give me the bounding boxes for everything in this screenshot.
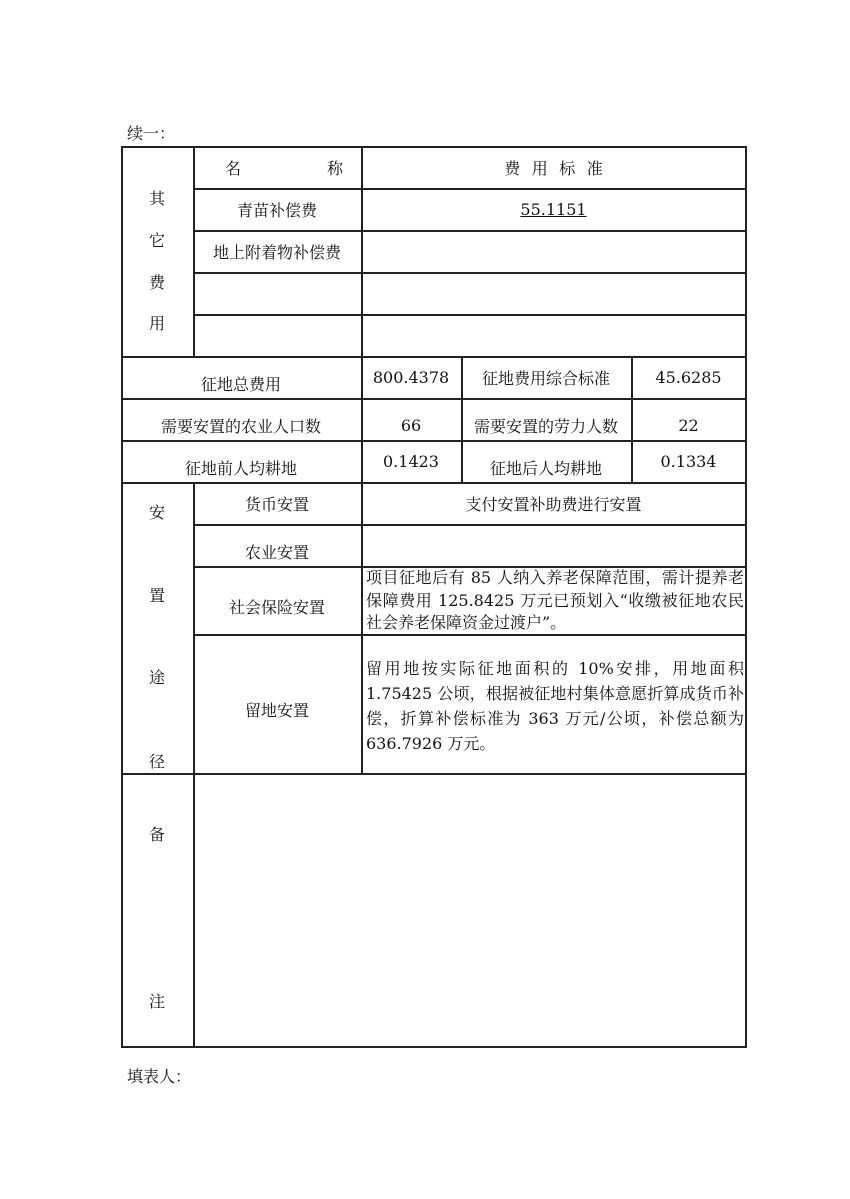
resettlement-content-cell: 项目征地后有 85 人纳入养老保障范围，需计提养老保障费用 125.8425 万元已预划入“收缴被征地农民社会养老保障资金过渡户”。 — [366, 568, 744, 632]
summary-value: 800.4378 — [372, 367, 450, 387]
column-header-name — [193, 146, 361, 188]
column-header-standard — [361, 146, 746, 188]
table-border-bottom — [121, 1046, 747, 1048]
summary-label: 需要安置的农业人口数 — [160, 416, 321, 436]
column-header-name-left: 名 — [225, 158, 242, 178]
section-label-char: 径 — [148, 752, 165, 771]
resettlement-content-cell — [361, 524, 746, 566]
column-header-name-right: 称 — [326, 158, 343, 178]
fee-name-cell — [193, 272, 361, 314]
section-label-char: 费 — [148, 273, 165, 292]
column-header-standard-text: 费 用 标 准 — [504, 158, 603, 178]
summary-label: 征地前人均耕地 — [184, 458, 297, 478]
summary-label: 征地总费用 — [200, 374, 281, 394]
resettlement-name-cell: 农业安置 — [244, 542, 309, 562]
section-label-char: 注 — [148, 992, 165, 1011]
section-label-char: 其 — [148, 189, 165, 208]
section-label-char: 备 — [148, 825, 165, 844]
fee-standard-cell — [361, 272, 746, 314]
continuation-label: 续一： — [127, 124, 176, 143]
fee-standard-cell — [361, 314, 746, 356]
resettlement-name-cell: 留地安置 — [244, 701, 309, 720]
summary-label: 需要安置的劳力人数 — [473, 416, 618, 436]
summary-value: 0.1423 — [383, 451, 439, 471]
resettlement-name-cell: 社会保险安置 — [228, 597, 325, 617]
resettlement-name-cell: 货币安置 — [244, 494, 309, 514]
resettlement-content-cell: 支付安置补助费进行安置 — [465, 494, 642, 514]
section-label-char: 它 — [148, 231, 165, 250]
section-label-char: 途 — [148, 668, 165, 687]
summary-value: 66 — [400, 415, 422, 435]
section-label-char: 用 — [148, 314, 165, 333]
fee-standard-cell: 55.1151 — [520, 199, 587, 219]
summary-value: 45.6285 — [655, 367, 722, 387]
remarks-content — [198, 778, 743, 1043]
fee-name-cell: 青苗补偿费 — [236, 200, 317, 220]
fee-standard-cell — [361, 230, 746, 272]
summary-value: 22 — [678, 415, 699, 435]
summary-label: 征地后人均耕地 — [489, 458, 602, 478]
summary-value: 0.1334 — [660, 451, 717, 471]
section-label-char: 安 — [148, 503, 165, 522]
resettlement-content-cell: 留用地按实际征地面积的 10%安排，用地面积 1.75425 公顷，根据被征地村集体意愿折算成货币补偿，折算补偿标准为 363 万元/公顷，补偿总额为 636.7926 万元。 — [366, 659, 744, 753]
section-label-char: 置 — [148, 586, 165, 605]
fee-name-cell — [193, 314, 361, 356]
filled-by-label: 填表人： — [127, 1067, 192, 1086]
fee-name-cell: 地上附着物补偿费 — [212, 242, 341, 262]
summary-label: 征地费用综合标准 — [481, 368, 610, 388]
